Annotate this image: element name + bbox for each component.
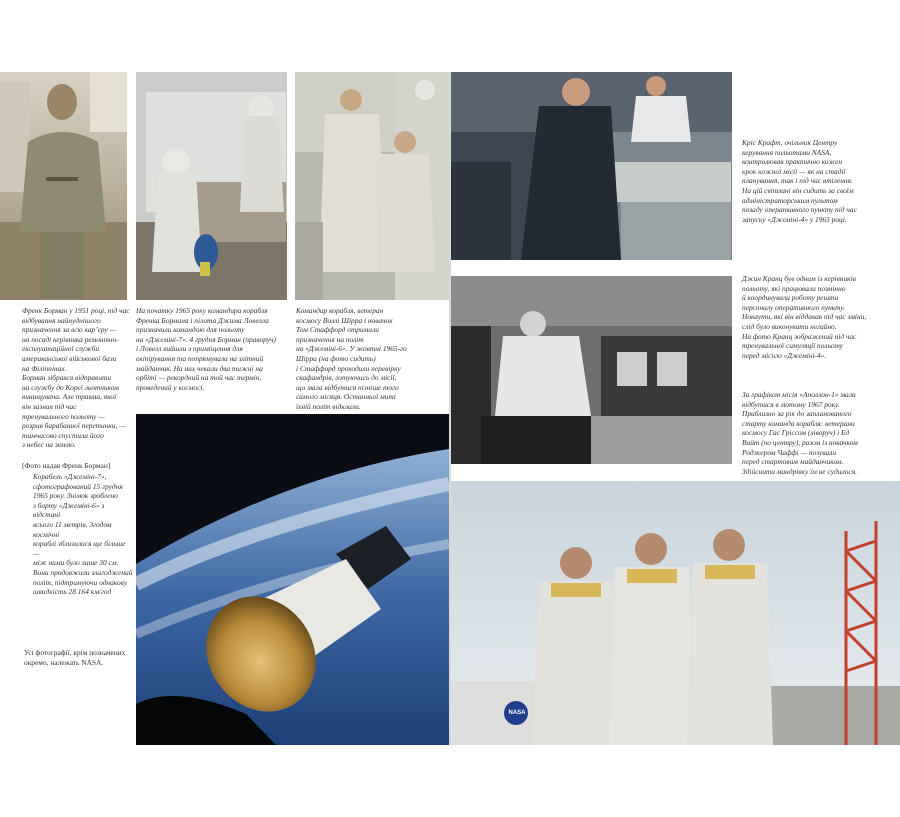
apollo-crew-launchpad-photo-icon — [451, 481, 900, 745]
caption-line: На цій світлині він сидить за своїм — [742, 185, 854, 195]
caption-line: на Філіппінах. — [22, 363, 67, 373]
caption-line: 1965 року. Знімок зроблено — [33, 491, 118, 501]
caption-line: Здійснити мандрівку їм не судилося. — [742, 466, 858, 476]
page-gutter — [449, 72, 451, 745]
gemini-photo — [136, 414, 449, 745]
caption-line: старту команда корабля: ветерани — [742, 418, 855, 428]
photo-credit-borman: [Фото надав Френк Борман] — [22, 461, 111, 470]
caption-line: між ними було лише 30 см. — [33, 558, 119, 568]
caption-line: тимчасово спустила його — [22, 430, 104, 440]
caption-line: персоналу оперативного пункту. — [742, 302, 845, 312]
caption-line: планування, так і під час втілення. — [742, 176, 853, 186]
caption-line: проведений у космосі. — [136, 382, 205, 392]
caption-line: Вайт (по центру), разом із новачком — [742, 437, 858, 447]
caption-line: запуску «Джеміні-4» у 1965 році. — [742, 214, 847, 224]
caption-line: Усі фотографії, крім позначених — [24, 648, 126, 657]
nasa-logo: NASA — [508, 710, 526, 716]
caption-line: з небес на землю. — [22, 440, 76, 450]
caption-line: крок кожної місії — як на стадії — [742, 166, 846, 176]
caption-line: перед місією «Джеміні-4». — [742, 350, 827, 360]
caption-line: Френк Борман у 1951 році, під час — [22, 306, 130, 315]
gemini-spacecraft-orbit-photo-icon — [136, 414, 449, 745]
caption-line: і Стаффорд проходили перевірку — [296, 363, 401, 373]
caption-line: самого місяця. Останньої миті — [296, 392, 396, 402]
caption-line: на службу до Кореї льотчиком — [22, 382, 119, 392]
caption-line: майданчик. На них чекали два тижні на — [136, 363, 263, 373]
caption-line: американської військової бази — [22, 353, 117, 363]
caption-line: тренувальної симуляції польоту — [742, 341, 843, 351]
kraft-photo — [451, 72, 732, 260]
caption-line: Борман зібрався відправити — [22, 373, 112, 383]
caption-line: Нокаути, які він віддавав під час зміни, — [742, 312, 867, 322]
caption-line: що мала відбутися пізніше того — [296, 382, 399, 392]
caption-line: винищувача. Але травма, якої — [22, 392, 117, 402]
caption-line: За графіком місія «Аполлон-1» мала — [742, 390, 856, 399]
caption-line: на «Джеміні-6». У жовтні 1965-го — [296, 344, 407, 354]
caption-line: розрив барабанної перетинки, — — [22, 421, 126, 431]
caption-line: на посаді керівника ремонтно- — [22, 334, 119, 344]
caption-line: Джин Кранц був одним із керівників — [742, 274, 856, 283]
caption-line: перед стартовим майданчиком. — [742, 457, 844, 467]
caption-line: польоту, які працювали позмінно — [742, 283, 846, 293]
caption-line: Том Стаффорд отримали — [296, 325, 380, 335]
flight-director-console-photo-icon — [451, 276, 732, 464]
caption-line: орбіті — рекордний на той час термін, — [136, 373, 262, 383]
caption-line: керування польотами NASA, — [742, 147, 832, 157]
caption-kraft — [742, 138, 892, 224]
caption-line: Френка Бормана і пілота Джима Ловелла — [136, 315, 269, 325]
caption-line: їхній політ відклали. — [296, 401, 361, 411]
caption-line: скафандрів, готуючись до місії, — [296, 373, 397, 383]
caption-line: Командир корабля, ветеран — [296, 306, 384, 315]
caption-line: кораблі зблизилися ще більше — — [33, 539, 126, 558]
astronauts-in-spacesuits-photo-icon — [136, 72, 287, 300]
caption-line: швидкість 28 164 км/год — [33, 587, 112, 597]
caption-line: слід було виконувати негайно. — [742, 321, 837, 331]
caption-line: сфотографований 15 грудня — [33, 481, 123, 491]
caption-line: відбування найнуднішого — [22, 315, 101, 325]
caption-line: всього 11 метрів. Згодом космічні — [33, 519, 112, 539]
suits-photo — [136, 72, 287, 300]
caption-line: експлуатаційної служби — [22, 344, 100, 354]
mission-control-photo-icon — [451, 72, 732, 260]
caption-line: політ, підтримуючи однакову — [33, 577, 128, 587]
shirra-photo — [295, 72, 450, 300]
caption-line: відбутися в лютому 1967 року. — [742, 399, 840, 409]
kranz-photo — [451, 276, 732, 464]
caption-line: космосу Гас Гріссом (ліворуч) і Ед — [742, 428, 850, 438]
caption-line: Корабель «Джеміні-7», — [33, 472, 107, 481]
caption-line: адміністраторським пультом — [742, 195, 838, 205]
astronaut-portrait-photo-icon — [0, 72, 127, 300]
borman-photo — [0, 72, 127, 300]
caption-line: На фото Кранц зображений під час — [742, 331, 857, 341]
caption-gemini — [33, 472, 133, 597]
caption-line: і Ловелл вийшли з приміщення для — [136, 344, 243, 354]
caption-line: призначення за всю кар’єру — — [22, 325, 117, 335]
caption-line: Приблизно за рік до запланованого — [742, 409, 852, 419]
caption-line: На початку 1965 року командира корабля — [136, 306, 268, 315]
caption-line: Шірра (на фото сидить) — [296, 353, 376, 363]
caption-line: він зазнав під час — [22, 401, 77, 411]
astronauts-seated-photo-icon — [295, 72, 450, 300]
apollo-photo — [451, 481, 900, 745]
caption-line: окремо, належать NASA. — [24, 657, 104, 667]
caption-line: Кріс Крафт, очільник Центру — [742, 138, 838, 147]
caption-borman — [22, 306, 132, 450]
caption-apollo — [742, 390, 894, 476]
caption-line: призначення на політ — [296, 334, 364, 344]
caption-suits — [136, 306, 292, 392]
caption-shirra — [296, 306, 446, 412]
caption-line: тренувального польоту — — [22, 411, 105, 421]
caption-line: призначили командою для польоту — [136, 325, 245, 335]
credits-note — [24, 648, 134, 667]
caption-line: космосу Воллі Шірра і новачок — [296, 315, 393, 325]
caption-kranz — [742, 274, 894, 360]
caption-line: Роджером Чаффі — позували — [742, 447, 837, 457]
caption-line: позаду оперативного пункту під час — [742, 205, 857, 215]
caption-line: й координували роботу решти — [742, 293, 839, 303]
caption-line: Вони продовжили злагоджений — [33, 567, 133, 577]
caption-line: на «Джеміні-7». 4 грудня Борман (праворуч) — [136, 334, 277, 344]
caption-line: контролював практично кожен — [742, 157, 843, 167]
caption-line: екіпірування та попрямували на злітний — [136, 353, 264, 363]
caption-line: з борту «Джеміні-6» з відстані — [33, 500, 105, 520]
